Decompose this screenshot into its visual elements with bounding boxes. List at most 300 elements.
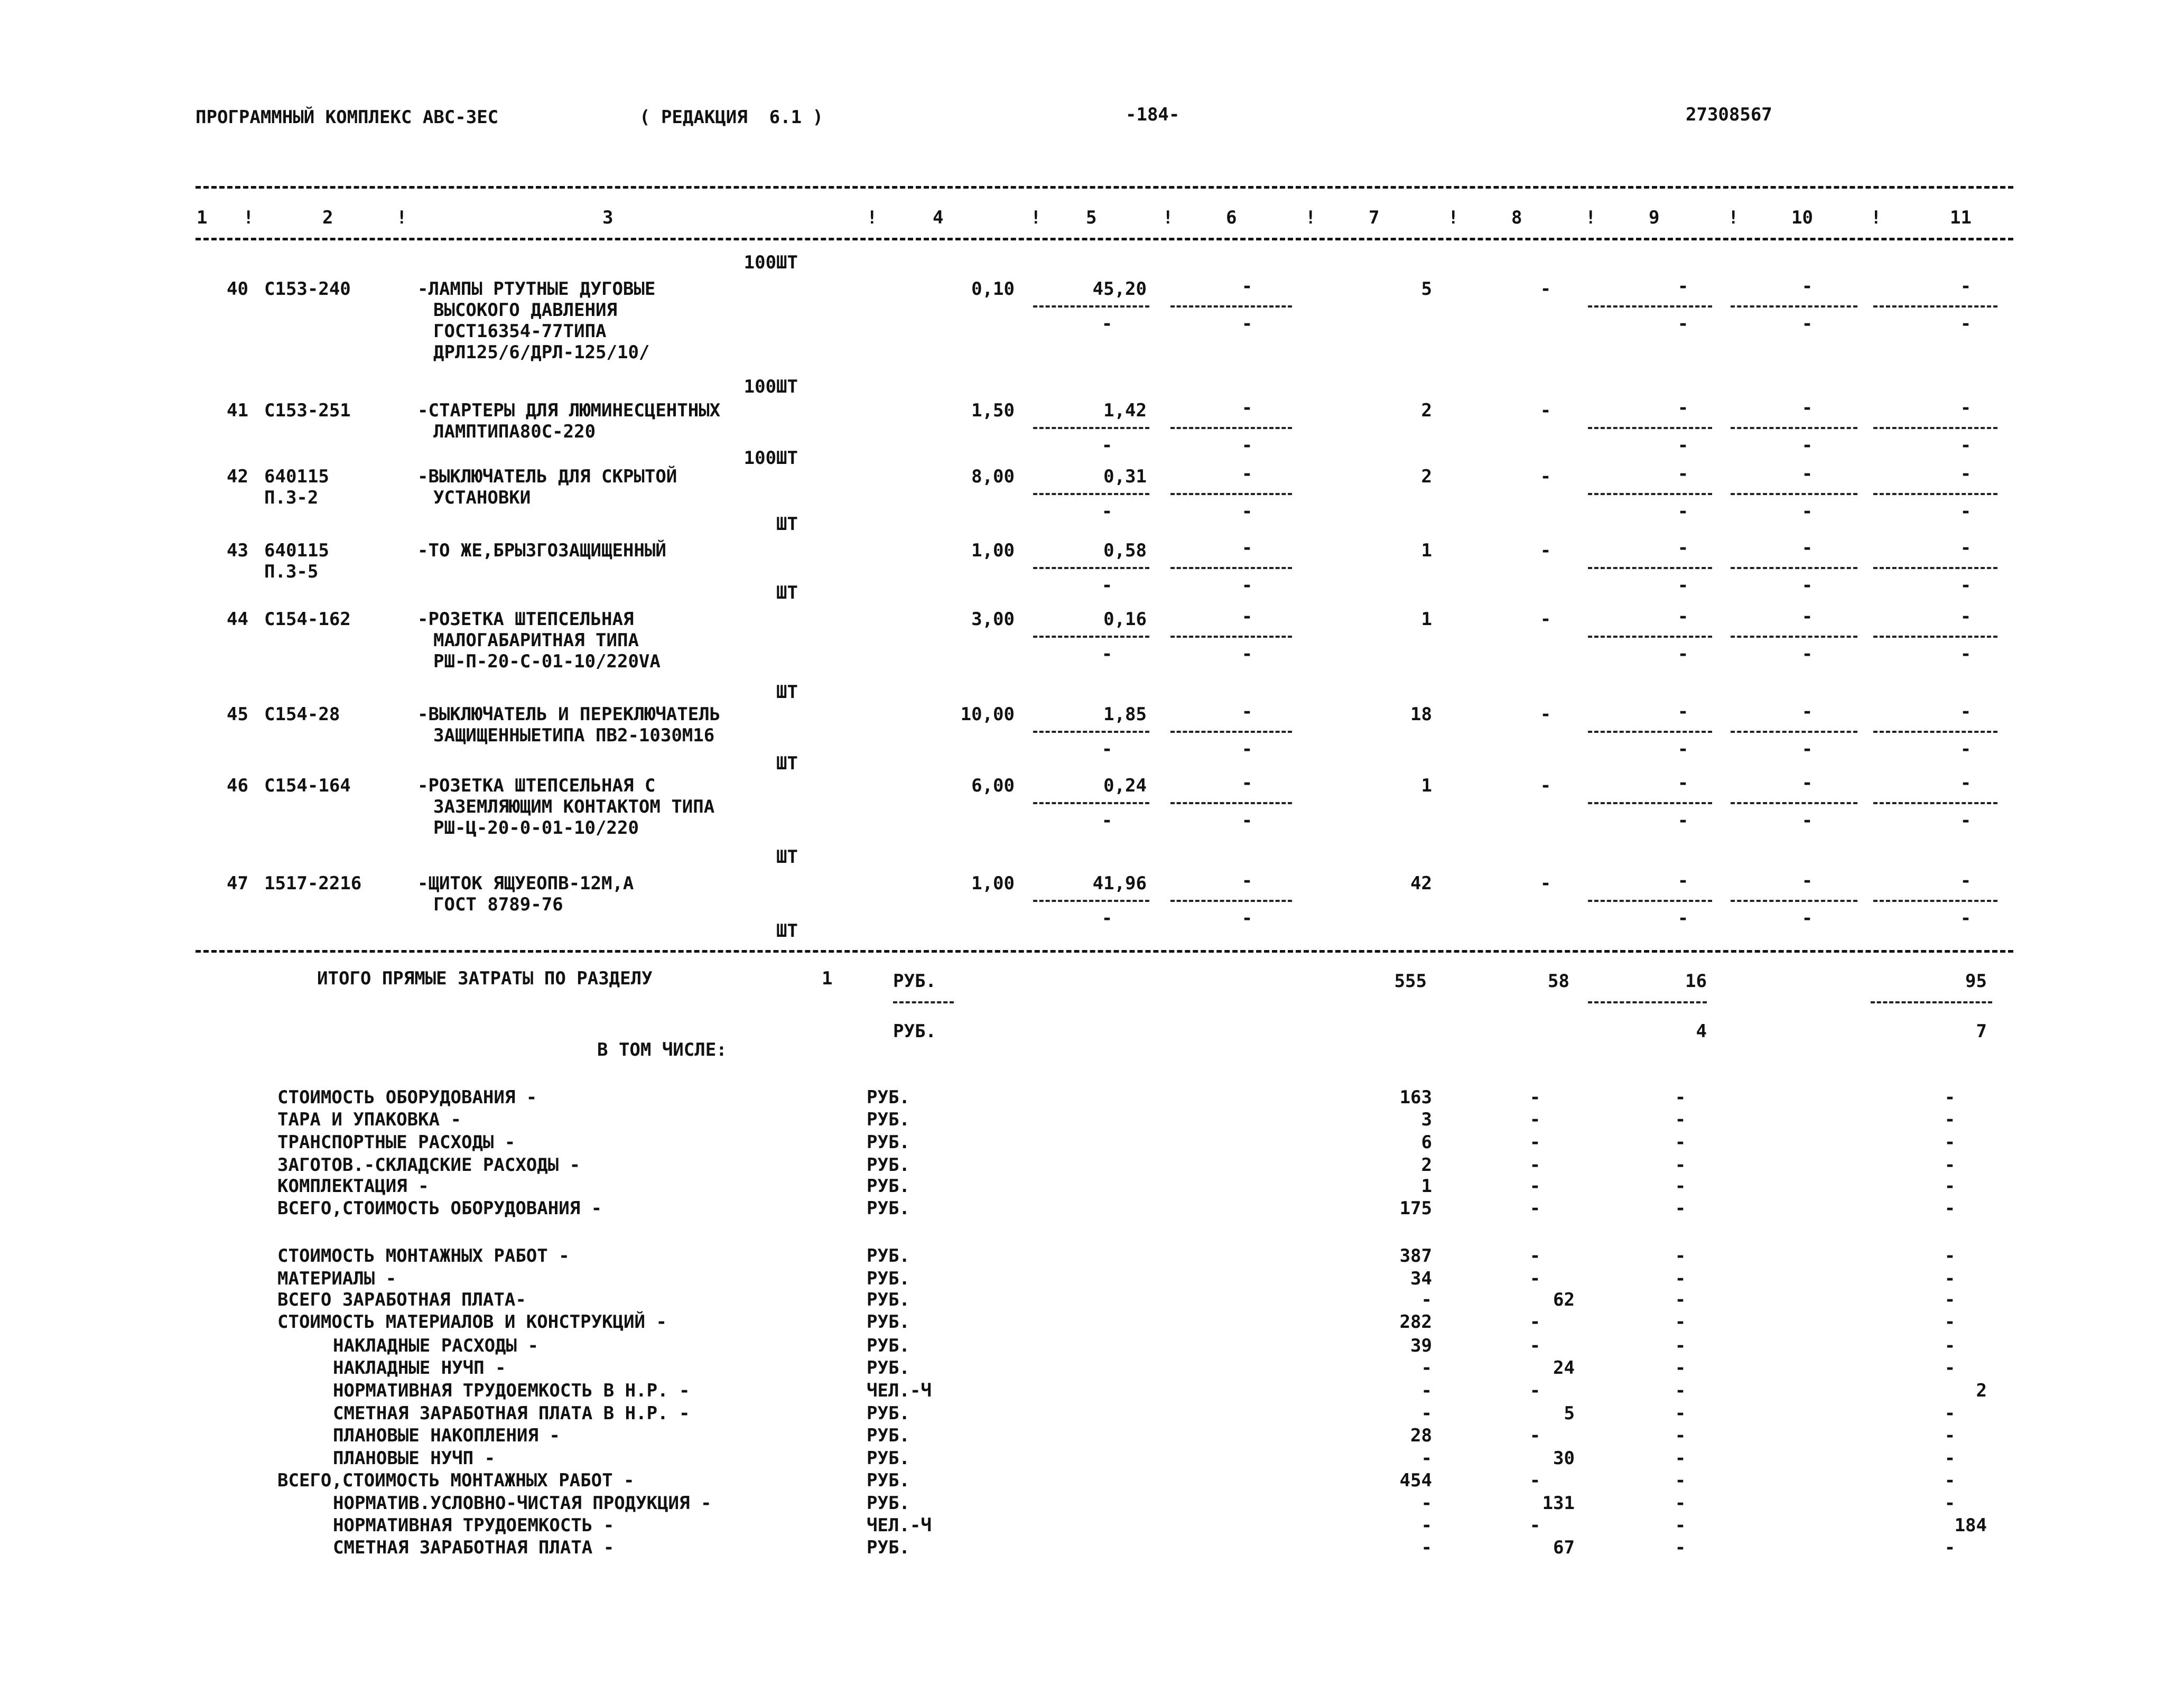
row-col10: - — [1801, 606, 1813, 627]
column-separator: ! — [1305, 207, 1316, 228]
row-col10-underline — [1731, 900, 1857, 902]
row-col6: - — [1241, 463, 1253, 485]
column-number-4: 4 — [933, 207, 944, 228]
summary-unit: РУБ. — [867, 1087, 910, 1108]
summary-col11: - — [1944, 1087, 1956, 1108]
summary-unit: РУБ. — [867, 1245, 910, 1267]
row-col8: - — [1540, 609, 1551, 630]
row-col11-underline — [1873, 900, 1997, 902]
summary-col8: - — [1529, 1109, 1541, 1130]
summary-col8: - — [1529, 1268, 1541, 1289]
summary-col7: - — [1421, 1289, 1432, 1310]
row-unit: ШТ — [776, 846, 798, 868]
row-lower-col6: - — [1241, 313, 1253, 334]
summary-unit: РУБ. — [867, 1109, 910, 1130]
summary-label: СТОИМОСТЬ ОБОРУДОВАНИЯ - — [277, 1087, 537, 1108]
row-unit: 100ШТ — [744, 448, 798, 469]
row-price-underline — [1033, 305, 1149, 308]
summary-col11: - — [1944, 1198, 1956, 1219]
row-lower-col5: - — [1101, 313, 1113, 334]
row-lower-col6: - — [1241, 810, 1253, 831]
total-label: ИТОГО ПРЯМЫЕ ЗАТРАТЫ ПО РАЗДЕЛУ — [317, 968, 653, 989]
column-separator: ! — [1030, 207, 1042, 228]
summary-col7: - — [1421, 1380, 1432, 1401]
row-col11: - — [1960, 701, 1972, 722]
column-separator: ! — [867, 207, 878, 228]
row-description-line: -СТАРТЕРЫ ДЛЯ ЛЮМИНЕСЦЕНТНЫХ — [417, 400, 721, 421]
column-separator: ! — [243, 207, 254, 228]
row-col6-underline — [1170, 567, 1292, 569]
summary-col11: - — [1944, 1155, 1956, 1176]
summary-col7: 2 — [1421, 1155, 1432, 1176]
row-description-line: -РОЗЕТКА ШТЕПСЕЛЬНАЯ — [417, 609, 634, 630]
row-col10-underline — [1731, 731, 1857, 733]
row-col9-underline — [1588, 636, 1712, 638]
summary-label: НАКЛАДНЫЕ НУЧП - — [333, 1357, 506, 1379]
row-col9-underline — [1588, 493, 1712, 495]
row-col6: - — [1241, 276, 1253, 297]
row-lower-col11: - — [1960, 739, 1972, 760]
row-price-underline — [1033, 900, 1149, 902]
row-unit: ШТ — [776, 682, 798, 703]
summary-unit: РУБ. — [867, 1357, 910, 1379]
summary-unit: РУБ. — [867, 1155, 910, 1176]
row-col8: - — [1540, 400, 1551, 421]
row-price-underline — [1033, 802, 1149, 804]
summary-col7: 387 — [1399, 1245, 1432, 1267]
row-col8: - — [1540, 775, 1551, 796]
row-col9-underline — [1588, 427, 1712, 429]
summary-col8: - — [1529, 1425, 1541, 1446]
row-col7: 42 — [1410, 873, 1432, 894]
row-number: 45 — [227, 704, 248, 725]
page-number: -184- — [1126, 104, 1180, 125]
row-quantity: 0,10 — [971, 278, 1015, 300]
summary-unit: ЧЕЛ.-Ч — [867, 1515, 932, 1536]
column-number-11: 11 — [1950, 207, 1972, 228]
row-col11-underline — [1873, 305, 1997, 308]
row-col9: - — [1677, 701, 1689, 722]
column-number-5: 5 — [1086, 207, 1097, 228]
row-lower-col9: - — [1677, 313, 1689, 334]
summary-col8: 5 — [1564, 1403, 1575, 1424]
row-lower-col6: - — [1241, 435, 1253, 456]
row-col6-underline — [1170, 427, 1292, 429]
total-underline-unit — [893, 1001, 954, 1003]
row-col11: - — [1960, 276, 1972, 297]
row-price-underline — [1033, 567, 1149, 569]
row-lower-col10: - — [1801, 644, 1813, 665]
summary-col9: - — [1675, 1493, 1686, 1514]
summary-col8: - — [1529, 1087, 1541, 1108]
row-description-line: ЗАЗЕМЛЯЮЩИМ КОНТАКТОМ ТИПА — [433, 796, 715, 817]
row-col10-underline — [1731, 567, 1857, 569]
total-col9: 16 — [1685, 971, 1707, 992]
row-quantity: 1,00 — [971, 540, 1015, 561]
program-name: ПРОГРАММНЫЙ КОМПЛЕКС АВС-3ЕС — [196, 107, 499, 128]
including-label: В ТОМ ЧИСЛЕ: — [597, 1039, 727, 1060]
row-description-line: -ЩИТОК ЯЩУЕОПВ-12М,А — [417, 873, 634, 894]
summary-col11: - — [1944, 1537, 1956, 1558]
summary-col8: - — [1529, 1515, 1541, 1536]
row-lower-col5: - — [1101, 435, 1113, 456]
row-number: 44 — [227, 609, 248, 630]
row-col10-underline — [1731, 802, 1857, 804]
summary-label: МАТЕРИАЛЫ - — [277, 1268, 397, 1289]
row-description-line: ЛАМПТИПА80С-220 — [433, 421, 596, 442]
column-number-8: 8 — [1511, 207, 1522, 228]
row-lower-col10: - — [1801, 501, 1813, 522]
row-col8: - — [1540, 540, 1551, 561]
row-price-underline — [1033, 427, 1149, 429]
row-col10-underline — [1731, 305, 1857, 308]
summary-col8: - — [1529, 1311, 1541, 1333]
total-col7: 555 — [1394, 971, 1427, 992]
row-lower-col9: - — [1677, 908, 1689, 929]
summary-col11: - — [1944, 1425, 1956, 1446]
summary-col11: 2 — [1976, 1380, 1987, 1401]
row-unit: 100ШТ — [744, 376, 798, 397]
row-col11-underline — [1873, 731, 1997, 733]
row-unit: ШТ — [776, 514, 798, 535]
row-lower-col9: - — [1677, 435, 1689, 456]
summary-label: СМЕТНАЯ ЗАРАБОТНАЯ ПЛАТА В Н.Р. - — [333, 1403, 690, 1424]
row-description-line: -РОЗЕТКА ШТЕПСЕЛЬНАЯ С — [417, 775, 656, 796]
row-code-ext: П.3-5 — [264, 561, 319, 582]
summary-unit: РУБ. — [867, 1198, 910, 1219]
summary-unit: РУБ. — [867, 1403, 910, 1424]
summary-col9: - — [1675, 1311, 1686, 1333]
summary-col9: - — [1675, 1268, 1686, 1289]
summary-col8: - — [1529, 1380, 1541, 1401]
summary-col9: - — [1675, 1109, 1686, 1130]
summary-unit: РУБ. — [867, 1132, 910, 1153]
row-col6-underline — [1170, 802, 1292, 804]
summary-col7: 6 — [1421, 1132, 1432, 1153]
row-lower-col11: - — [1960, 435, 1972, 456]
summary-unit: РУБ. — [867, 1493, 910, 1514]
summary-col8: 24 — [1553, 1357, 1575, 1379]
row-code: C154-28 — [264, 704, 340, 725]
column-number-9: 9 — [1649, 207, 1660, 228]
summary-col9: - — [1675, 1245, 1686, 1267]
summary-col7: - — [1421, 1357, 1432, 1379]
summary-label: СТОИМОСТЬ МОНТАЖНЫХ РАБОТ - — [277, 1245, 570, 1267]
total-underline-col9 — [1588, 1001, 1707, 1003]
row-lower-col9: - — [1677, 644, 1689, 665]
row-code: C154-164 — [264, 775, 351, 796]
row-price-underline — [1033, 731, 1149, 733]
row-col6: - — [1241, 870, 1253, 891]
row-description-line: ДРЛ125/6/ДРЛ-125/10/ — [433, 342, 650, 363]
row-col11: - — [1960, 870, 1972, 891]
row-col11: - — [1960, 606, 1972, 627]
row-unit-price: 45,20 — [1092, 278, 1147, 300]
summary-label: ВСЕГО,СТОИМОСТЬ ОБОРУДОВАНИЯ - — [277, 1198, 602, 1219]
row-col6: - — [1241, 606, 1253, 627]
row-col8: - — [1540, 466, 1551, 487]
row-col6-underline — [1170, 731, 1292, 733]
row-lower-col10: - — [1801, 908, 1813, 929]
row-lower-col9: - — [1677, 810, 1689, 831]
summary-col7: 282 — [1399, 1311, 1432, 1333]
row-lower-col6: - — [1241, 644, 1253, 665]
total-col11: 95 — [1965, 971, 1987, 992]
row-col9: - — [1677, 397, 1689, 418]
row-lower-col9: - — [1677, 739, 1689, 760]
column-number-1: 1 — [197, 207, 208, 228]
row-col6: - — [1241, 397, 1253, 418]
column-separator: ! — [1728, 207, 1739, 228]
total-underline-col11 — [1871, 1001, 1992, 1003]
summary-col7: 28 — [1410, 1425, 1432, 1446]
column-separator: ! — [1448, 207, 1459, 228]
row-col9-underline — [1588, 802, 1712, 804]
row-code: C153-251 — [264, 400, 351, 421]
row-lower-col10: - — [1801, 810, 1813, 831]
row-number: 41 — [227, 400, 248, 421]
summary-label: ВСЕГО ЗАРАБОТНАЯ ПЛАТА- — [277, 1289, 526, 1310]
summary-col7: - — [1421, 1448, 1432, 1469]
row-col6-underline — [1170, 900, 1292, 902]
summary-unit: РУБ. — [867, 1425, 910, 1446]
row-col11-underline — [1873, 427, 1997, 429]
row-lower-col9: - — [1677, 575, 1689, 596]
row-code: C154-162 — [264, 609, 351, 630]
row-lower-col6: - — [1241, 739, 1253, 760]
summary-col8: - — [1529, 1176, 1541, 1197]
row-col6: - — [1241, 537, 1253, 558]
row-description-line: -ВЫКЛЮЧАТЕЛЬ ДЛЯ СКРЫТОЙ — [417, 466, 677, 487]
row-col11-underline — [1873, 493, 1997, 495]
row-lower-col6: - — [1241, 908, 1253, 929]
row-col9: - — [1677, 606, 1689, 627]
row-lower-col9: - — [1677, 501, 1689, 522]
row-col8: - — [1540, 278, 1551, 300]
row-col9-underline — [1588, 567, 1712, 569]
row-col9: - — [1677, 537, 1689, 558]
summary-unit: РУБ. — [867, 1176, 910, 1197]
last-row-unit: ШТ — [776, 920, 798, 942]
summary-col8: - — [1529, 1335, 1541, 1356]
row-description-line: ГОСТ 8789-76 — [433, 894, 563, 915]
row-unit-price: 0,16 — [1103, 609, 1147, 630]
row-col11-underline — [1873, 567, 1997, 569]
items-end-rule — [196, 950, 2013, 953]
summary-col9: - — [1675, 1289, 1686, 1310]
row-unit-price: 0,58 — [1103, 540, 1147, 561]
row-col11: - — [1960, 463, 1972, 485]
summary-col7: 454 — [1399, 1470, 1432, 1491]
row-lower-col11: - — [1960, 908, 1972, 929]
row-col9: - — [1677, 276, 1689, 297]
row-quantity: 1,00 — [971, 873, 1015, 894]
column-number-6: 6 — [1226, 207, 1237, 228]
row-col9-underline — [1588, 305, 1712, 308]
summary-col11: - — [1944, 1470, 1956, 1491]
row-col9-underline — [1588, 900, 1712, 902]
row-lower-col5: - — [1101, 644, 1113, 665]
row-col6-underline — [1170, 305, 1292, 308]
row-unit: 100ШТ — [744, 252, 798, 273]
total2-col11: 7 — [1976, 1021, 1987, 1042]
row-lower-col5: - — [1101, 810, 1113, 831]
row-lower-col10: - — [1801, 575, 1813, 596]
summary-label: НАКЛАДНЫЕ РАСХОДЫ - — [333, 1335, 538, 1356]
row-description-line: ВЫСОКОГО ДАВЛЕНИЯ — [433, 300, 617, 321]
summary-col7: 175 — [1399, 1198, 1432, 1219]
row-description-line: РШ-Ц-20-0-01-10/220 — [433, 817, 639, 839]
summary-col9: - — [1675, 1403, 1686, 1424]
summary-col8: 62 — [1553, 1289, 1575, 1310]
total2-unit: РУБ. — [893, 1021, 936, 1042]
program-edition: ( РЕДАКЦИЯ 6.1 ) — [639, 107, 823, 128]
row-col6-underline — [1170, 493, 1292, 495]
row-lower-col5: - — [1101, 501, 1113, 522]
row-lower-col11: - — [1960, 501, 1972, 522]
row-col7: 18 — [1410, 704, 1432, 725]
row-col9: - — [1677, 463, 1689, 485]
row-col11-underline — [1873, 802, 1997, 804]
row-description-line: ГОСТ16354-77ТИПА — [433, 321, 607, 342]
row-price-underline — [1033, 493, 1149, 495]
column-header-bottom-rule — [196, 238, 2013, 240]
summary-col11: - — [1944, 1493, 1956, 1514]
total-section-number: 1 — [822, 968, 833, 989]
summary-col8: - — [1529, 1132, 1541, 1153]
row-col9: - — [1677, 772, 1689, 794]
row-unit: ШТ — [776, 753, 798, 774]
row-quantity: 8,00 — [971, 466, 1015, 487]
row-lower-col5: - — [1101, 739, 1113, 760]
row-unit-price: 41,96 — [1092, 873, 1147, 894]
row-number: 43 — [227, 540, 248, 561]
summary-unit: ЧЕЛ.-Ч — [867, 1380, 932, 1401]
row-code: 1517-2216 — [264, 873, 362, 894]
summary-col7: - — [1421, 1493, 1432, 1514]
total-col8: 58 — [1548, 971, 1569, 992]
summary-col11: - — [1944, 1311, 1956, 1333]
summary-col11: - — [1944, 1335, 1956, 1356]
summary-col9: - — [1675, 1425, 1686, 1446]
row-col10-underline — [1731, 493, 1857, 495]
summary-col9: - — [1675, 1448, 1686, 1469]
row-col7: 1 — [1421, 609, 1432, 630]
row-lower-col10: - — [1801, 739, 1813, 760]
row-quantity: 10,00 — [960, 704, 1015, 725]
document-code: 27308567 — [1686, 104, 1772, 125]
row-lower-col11: - — [1960, 313, 1972, 334]
row-code: C153-240 — [264, 278, 351, 300]
column-number-7: 7 — [1369, 207, 1380, 228]
summary-col11: - — [1944, 1109, 1956, 1130]
row-unit-price: 1,85 — [1103, 704, 1147, 725]
row-col10: - — [1801, 537, 1813, 558]
summary-label: НОРМАТИВНАЯ ТРУДОЕМКОСТЬ В Н.Р. - — [333, 1380, 690, 1401]
summary-label: СМЕТНАЯ ЗАРАБОТНАЯ ПЛАТА - — [333, 1537, 615, 1558]
summary-col8: - — [1529, 1470, 1541, 1491]
row-col10: - — [1801, 397, 1813, 418]
summary-col8: - — [1529, 1155, 1541, 1176]
row-col10-underline — [1731, 427, 1857, 429]
row-lower-col10: - — [1801, 435, 1813, 456]
row-col7: 1 — [1421, 775, 1432, 796]
summary-unit: РУБ. — [867, 1335, 910, 1356]
summary-col9: - — [1675, 1087, 1686, 1108]
row-unit: ШТ — [776, 582, 798, 603]
summary-label: НОРМАТИВНАЯ ТРУДОЕМКОСТЬ - — [333, 1515, 615, 1536]
row-col6: - — [1241, 701, 1253, 722]
row-col8: - — [1540, 704, 1551, 725]
summary-label: ТАРА И УПАКОВКА - — [277, 1109, 461, 1130]
summary-col11: - — [1944, 1245, 1956, 1267]
column-number-10: 10 — [1791, 207, 1813, 228]
summary-col9: - — [1675, 1357, 1686, 1379]
row-code: 640115 — [264, 540, 329, 561]
row-description-line: -ВЫКЛЮЧАТЕЛЬ И ПЕРЕКЛЮЧАТЕЛЬ — [417, 704, 721, 725]
summary-col11: - — [1944, 1403, 1956, 1424]
row-quantity: 6,00 — [971, 775, 1015, 796]
summary-col8: - — [1529, 1198, 1541, 1219]
row-lower-col6: - — [1241, 575, 1253, 596]
row-lower-col11: - — [1960, 575, 1972, 596]
summary-col9: - — [1675, 1176, 1686, 1197]
row-col7: 2 — [1421, 466, 1432, 487]
summary-col11: 184 — [1954, 1515, 1987, 1536]
row-number: 46 — [227, 775, 248, 796]
row-code-ext: П.3-2 — [264, 487, 319, 508]
row-col7: 2 — [1421, 400, 1432, 421]
row-col9: - — [1677, 870, 1689, 891]
row-col10: - — [1801, 772, 1813, 794]
column-separator: ! — [1871, 207, 1882, 228]
row-col9-underline — [1588, 731, 1712, 733]
summary-col7: 1 — [1421, 1176, 1432, 1197]
summary-col7: 163 — [1399, 1087, 1432, 1108]
summary-unit: РУБ. — [867, 1289, 910, 1310]
summary-label: СТОИМОСТЬ МАТЕРИАЛОВ И КОНСТРУКЦИЙ - — [277, 1311, 667, 1333]
summary-col8: 67 — [1553, 1537, 1575, 1558]
row-col10: - — [1801, 701, 1813, 722]
summary-col9: - — [1675, 1155, 1686, 1176]
summary-col11: - — [1944, 1268, 1956, 1289]
summary-col7: - — [1421, 1537, 1432, 1558]
column-separator: ! — [1163, 207, 1174, 228]
summary-col11: - — [1944, 1357, 1956, 1379]
row-code: 640115 — [264, 466, 329, 487]
row-description-line: УСТАНОВКИ — [433, 487, 531, 508]
summary-col11: - — [1944, 1448, 1956, 1469]
column-number-3: 3 — [602, 207, 614, 228]
summary-label: ТРАНСПОРТНЫЕ РАСХОДЫ - — [277, 1132, 516, 1153]
row-col8: - — [1540, 873, 1551, 894]
row-col11: - — [1960, 537, 1972, 558]
summary-unit: РУБ. — [867, 1470, 910, 1491]
summary-unit: РУБ. — [867, 1448, 910, 1469]
summary-label: НОРМАТИВ.УСЛОВНО-ЧИСТАЯ ПРОДУКЦИЯ - — [333, 1493, 712, 1514]
row-unit-price: 0,24 — [1103, 775, 1147, 796]
row-number: 42 — [227, 466, 248, 487]
row-lower-col11: - — [1960, 644, 1972, 665]
table-top-rule — [196, 186, 2013, 189]
row-lower-col5: - — [1101, 575, 1113, 596]
row-description-line: РШ-П-20-С-01-10/220VA — [433, 651, 661, 672]
row-col6-underline — [1170, 636, 1292, 638]
row-col7: 5 — [1421, 278, 1432, 300]
summary-col11: - — [1944, 1289, 1956, 1310]
summary-unit: РУБ. — [867, 1268, 910, 1289]
row-col10-underline — [1731, 636, 1857, 638]
